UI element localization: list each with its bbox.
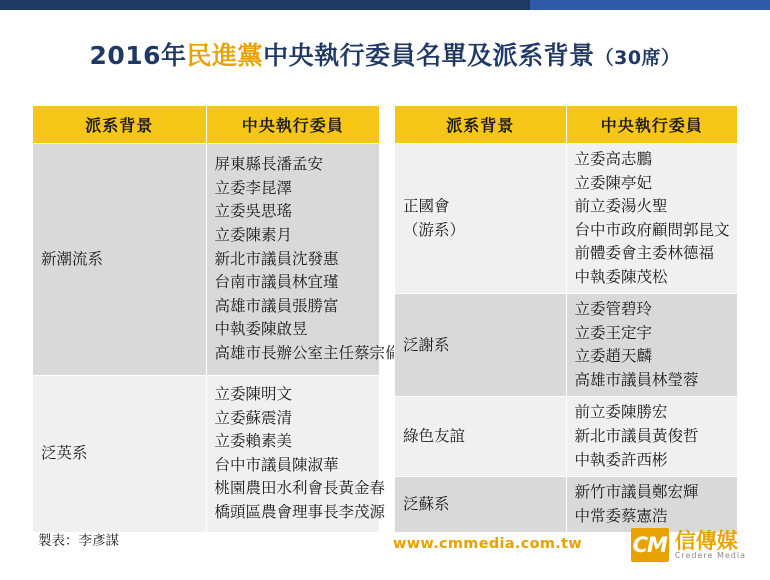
table-header-row [33, 106, 380, 144]
member-item: 屏東縣長潘孟安 [214, 155, 324, 174]
footer-website-url[interactable]: www.cmmedia.com.tw [393, 536, 582, 552]
logo-name-cn: 信傳媒 [674, 528, 738, 553]
member-item: 中執委陳茂松 [574, 267, 668, 286]
member-item: 台中市政府顧問郭昆文 [574, 220, 730, 239]
member-item: 立委管碧玲 [574, 300, 653, 319]
member-item: 新竹市議員鄭宏輝 [574, 483, 699, 502]
members-cell [566, 397, 738, 477]
bottom-band [0, 572, 770, 580]
member-item: 立委陳明文 [214, 385, 293, 404]
column-header-members: 中央執行委員 [566, 106, 738, 144]
member-item: 新北市議員沈發惠 [214, 249, 339, 268]
table-header-row [395, 106, 738, 144]
faction-cell [395, 477, 567, 533]
member-item: 中執委陳啟昱 [214, 320, 308, 339]
member-item: 立委趙天麟 [574, 347, 653, 366]
members-cell [566, 477, 738, 533]
member-item: 立委蘇震清 [214, 408, 293, 427]
member-item: 台中市議員陳淑華 [214, 455, 339, 474]
member-item: 立委陳素月 [214, 225, 293, 244]
member-item: 立委賴素美 [214, 432, 293, 451]
right-table-body [395, 144, 738, 533]
members-cell [566, 294, 738, 397]
column-header-faction: 派系背景 [395, 106, 567, 144]
member-item: 高雄市議員張勝富 [214, 296, 339, 315]
members-cell [206, 144, 401, 376]
member-item: 前立委湯火聖 [574, 197, 668, 216]
member-item: 新北市議員黃俊哲 [574, 427, 699, 446]
title-part-1: 2016年 [89, 41, 187, 70]
title-highlight-party: 民進黨 [186, 41, 264, 70]
member-item: 高雄市議員林瑩蓉 [574, 370, 699, 389]
faction-cell [395, 294, 567, 397]
column-header-members: 中央執行委員 [206, 106, 380, 144]
footer-credit: 製表：李彥謀 [38, 533, 119, 549]
title-part-2: 中央執行委員 [263, 41, 417, 70]
member-item: 桃園農田水利會長黃金春 [214, 479, 386, 498]
member-item: 立委陳亭妃 [574, 173, 653, 192]
top-accent-bar [0, 0, 770, 10]
faction-cell: 新潮流系 [33, 144, 207, 376]
member-item: 立委王定宇 [574, 323, 653, 342]
left-table-body [33, 144, 401, 533]
table-row [395, 144, 738, 294]
member-item: 中常委蔡憲浩 [574, 506, 668, 525]
brand-logo [631, 528, 746, 562]
faction-line: 泛蘇系 [403, 494, 450, 513]
top-accent-bar-secondary [530, 0, 770, 10]
page-title [0, 36, 770, 72]
table-row [33, 144, 380, 376]
member-item: 前立委陳勝宏 [574, 403, 668, 422]
title-seat-count: （30席） [594, 47, 681, 69]
member-item: 前體委會主委林德福 [574, 244, 715, 263]
member-item: 台南市議員林宜瑾 [214, 273, 339, 292]
table-row [395, 294, 738, 397]
faction-line: 正國會 [403, 197, 450, 216]
member-item: 立委吳思瑤 [214, 202, 293, 221]
member-item: 中執委許西彬 [574, 450, 668, 469]
member-item: 橋頭區農會理事長李茂源 [214, 503, 386, 521]
page-title-text [89, 41, 680, 70]
faction-cell: 泛英系 [33, 375, 207, 533]
member-item: 高雄市長辦公室主任蔡宗倫 [214, 343, 401, 362]
logo-name-en: Credere Media [674, 550, 746, 560]
right-table-head [395, 106, 738, 144]
column-header-faction: 派系背景 [33, 106, 207, 144]
faction-cell [395, 144, 567, 294]
table-row [395, 477, 738, 533]
logo-text [675, 530, 746, 560]
left-table-head [33, 106, 380, 144]
table-row [33, 375, 380, 533]
tables-container [32, 105, 738, 533]
faction-line: 綠色友誼 [403, 427, 466, 446]
members-cell [206, 375, 386, 533]
faction-line: （游系） [403, 220, 466, 239]
members-cell [566, 144, 738, 294]
member-item: 立委高志鵬 [574, 150, 653, 168]
table-row [395, 397, 738, 477]
member-item: 立委李昆澤 [214, 178, 293, 197]
left-table [32, 105, 401, 533]
right-table [394, 105, 738, 533]
faction-line: 泛謝系 [403, 335, 450, 354]
logo-mark-icon: CM [631, 528, 669, 562]
title-part-3: 名單及派系背景 [416, 41, 595, 70]
faction-cell [395, 397, 567, 477]
